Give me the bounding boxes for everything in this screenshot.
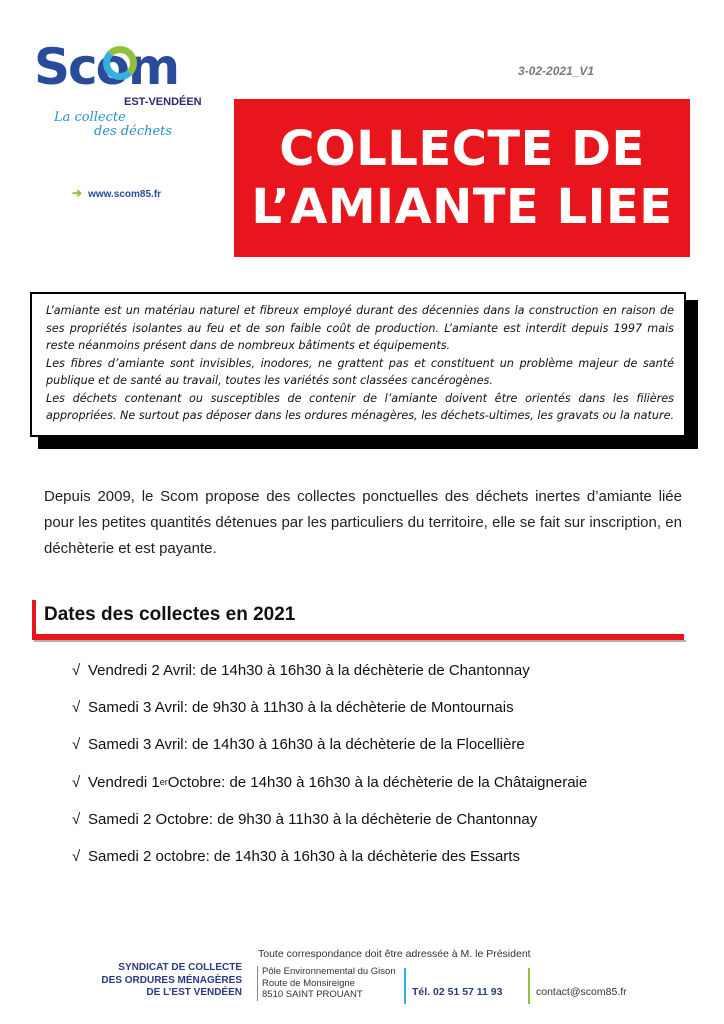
check-icon: √ xyxy=(72,736,81,754)
address-line-2: Route de Monsireigne xyxy=(262,977,355,989)
tel-divider xyxy=(404,968,406,1004)
date-day: Vendredi 1 xyxy=(88,773,160,791)
footer-phone: Tél. 02 51 57 11 93 xyxy=(412,986,503,998)
address-line-3: 8510 SAINT PROUANT xyxy=(262,989,363,1000)
title-banner xyxy=(234,99,690,257)
date-detail: : de 9h30 à 11h30 à la déchèterie de Chantonnay xyxy=(208,810,538,828)
logo-ring-icon xyxy=(103,46,137,80)
check-icon: √ xyxy=(72,773,81,791)
date-ordinal: er xyxy=(159,777,168,788)
logo-subtitle: EST-VENDÉEN xyxy=(124,96,202,108)
logo-wordmark: Scom xyxy=(34,38,179,96)
check-icon: √ xyxy=(72,810,81,828)
dates-list xyxy=(72,652,692,875)
list-item xyxy=(72,764,692,801)
mail-divider xyxy=(528,968,530,1004)
section-title: Dates des collectes en 2021 xyxy=(44,604,296,625)
logo-tagline-2: des déchets xyxy=(94,124,173,139)
check-icon: √ xyxy=(72,699,81,717)
list-item xyxy=(72,801,692,838)
scom-logo xyxy=(34,38,204,138)
title-line-1: COLLECTE DE xyxy=(279,121,645,177)
syndicat-line-3: DE L’EST VENDÉEN xyxy=(146,987,242,998)
website-link[interactable] xyxy=(72,186,161,200)
info-box xyxy=(30,292,686,437)
date-day: Vendredi 2 Avril xyxy=(88,662,192,680)
date-day: Samedi 3 Avril xyxy=(88,736,184,754)
footer-address xyxy=(257,966,396,1001)
footer-syndicat xyxy=(100,962,242,1000)
footer-note: Toute correspondance doit être adressée à M. le Président xyxy=(258,948,531,960)
logo-tagline-1: La collecte xyxy=(54,110,126,125)
check-icon: √ xyxy=(72,662,81,680)
info-paragraph-3: Les déchets contenant ou susceptibles de contenir de l’amiante doivent être orientés dans les filières appropriées. Ne surtout pas déposer dans les ordures ménagères, les déchets-ultimes, les gravats ou la nature. xyxy=(46,391,675,422)
address-line-1: Pôle Environnemental du Gison xyxy=(262,966,396,977)
date-day: Samedi 2 octobre xyxy=(88,848,206,866)
footer-email[interactable]: contact@scom85.fr xyxy=(536,986,627,998)
list-item xyxy=(72,838,692,875)
list-item xyxy=(72,652,692,689)
date-detail: : de 14h30 à 16h30 à la déchèterie des Essarts xyxy=(205,848,520,866)
date-detail: : de 14h30 à 16h30 à la déchèterie de la Flocellière xyxy=(183,736,525,754)
list-item xyxy=(72,689,692,726)
date-day: Samedi 3 Avril xyxy=(88,699,184,717)
info-paragraph-2: Les fibres d’amiante sont invisibles, inodores, ne grattent pas et constituent un problème majeur de santé publique et de santé au travail, toutes les variétés sont classées cancérogènes. xyxy=(46,356,674,387)
website-text: www.scom85.fr xyxy=(88,189,162,200)
syndicat-line-2: DES ORDURES MÉNAGÈRES xyxy=(101,974,242,986)
title-line-2: L’AMIANTE LIEE xyxy=(251,179,673,235)
date-day: Samedi 2 Octobre xyxy=(88,810,209,828)
date-detail: : de 9h30 à 11h30 à la déchèterie de Montournais xyxy=(183,699,514,717)
date-detail: : de 14h30 à 16h30 à la déchèterie de Chantonnay xyxy=(191,662,530,680)
date-detail: : de 14h30 à 16h30 à la déchèterie de la Châtaigneraie xyxy=(221,773,588,791)
section-accent-bar xyxy=(32,600,36,634)
info-paragraph-1: L’amiante est un matériau naturel et fibreux employé durant des décennies dans la construction en raison de ses propriétés isolantes au feu et de son faible coût de production. L’amiante est interdit depuis 1997 mais reste néanmoins présent dans de nombreux bâtiments et équipements. xyxy=(46,304,674,352)
arrow-right-icon: ➔ xyxy=(72,186,83,200)
date-month: Octobre xyxy=(167,773,222,791)
syndicat-line-1: SYNDICAT DE COLLECTE xyxy=(118,962,242,973)
version-label: 3-02-2021_V1 xyxy=(518,64,595,78)
intro-paragraph: Depuis 2009, le Scom propose des collectes ponctuelles des déchets inertes d’amiante liée pour les petites quantités détenues par les particuliers du territoire, elle se fait sur inscription, en déchèterie et est payante. xyxy=(44,488,682,557)
check-icon: √ xyxy=(72,848,81,866)
section-underline-shadow xyxy=(34,640,686,642)
list-item xyxy=(72,726,692,763)
